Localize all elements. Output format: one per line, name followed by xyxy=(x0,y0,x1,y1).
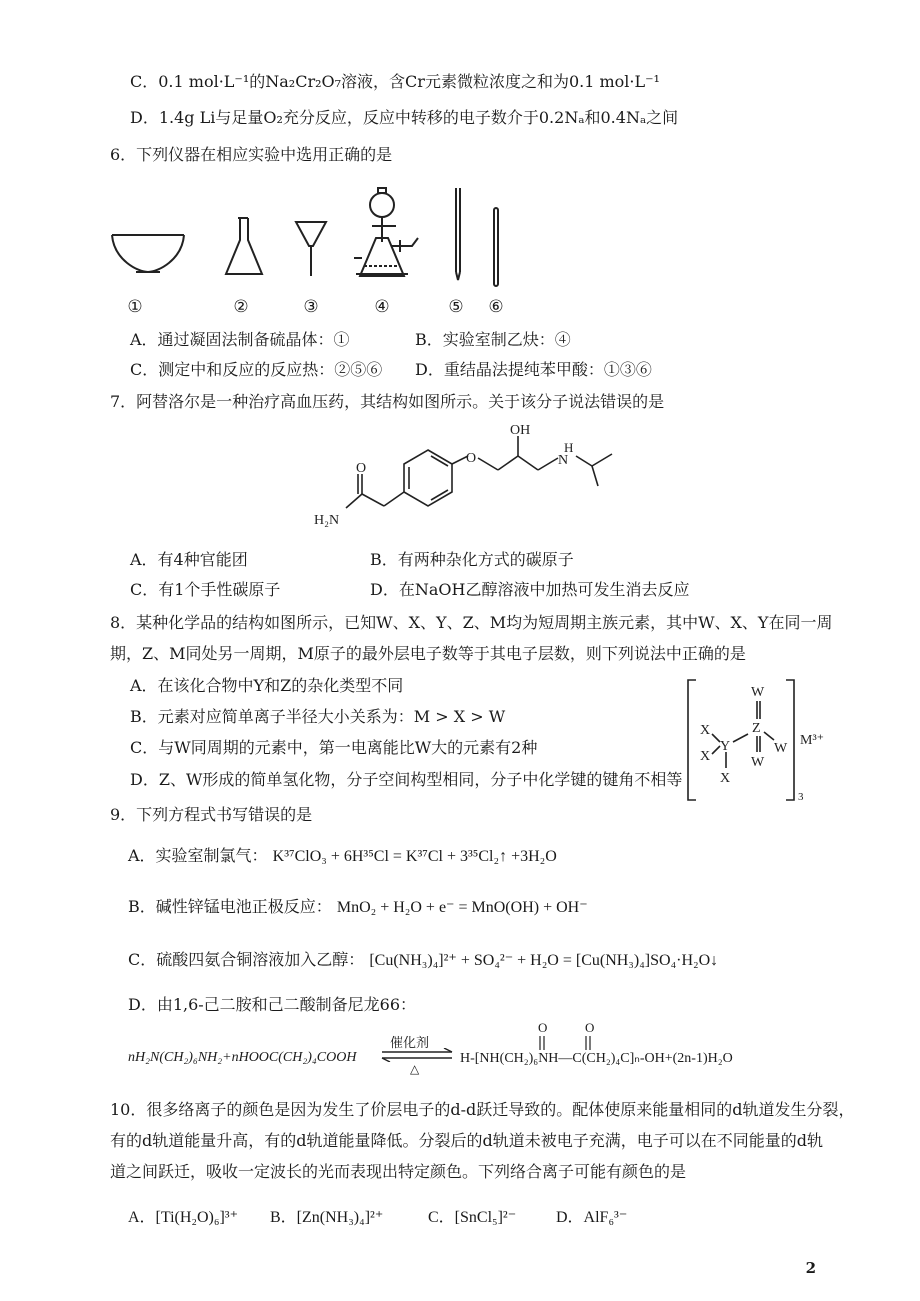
q9-option-b xyxy=(128,897,588,918)
q10-line3: 道之间跃迁，吸收一定波长的光而表现出特定颜色。下列络合离子可能有颜色的是 xyxy=(110,1162,687,1181)
q10-option-c: C．[SnCl₅]²⁻ xyxy=(428,1209,517,1226)
heat-label: △ xyxy=(410,1062,420,1076)
q10-line2: 有的d轨道能量升高，有的d轨道能量降低。分裂后的d轨道未被电子充满，电子可以在不同能量的d轨 xyxy=(110,1131,823,1150)
erlenmeyer-flask-icon xyxy=(226,218,262,274)
q6-option-a: A．通过凝固法制备硫晶体：① xyxy=(130,330,350,349)
page-number: 2 xyxy=(805,1259,816,1277)
nylon-reactants: nH₂N(CH₂)₆NH₂+nHOOC(CH₂)₄COOH xyxy=(128,1050,357,1065)
funnel-icon xyxy=(296,222,326,276)
apparatus-label-2: ② xyxy=(233,297,249,317)
amide-nh2-label: H₂N xyxy=(314,513,340,528)
q6-option-c: C．测定中和反应的反应热：②⑤⑥ xyxy=(130,360,383,379)
q5-option-c: C．0.1 mol·L⁻¹的Na₂Cr₂O₇溶液，含Cr元素微粒浓度之和为0.1 mol·L⁻¹ xyxy=(130,72,660,91)
q6-option-d: D．重结晶法提纯苯甲酸：①③⑥ xyxy=(415,360,652,379)
w-bottom-label: W xyxy=(751,755,765,770)
q9-option-a-equation: K³⁷ClO₃ + 6H³⁵Cl = K³⁷Cl + 3³⁵Cl₂↑ +3H₂O xyxy=(272,848,557,865)
x-bottom-label: X xyxy=(720,771,731,786)
ether-oxygen-label: O xyxy=(466,451,477,466)
q8-compound-structure xyxy=(678,674,848,808)
q7-option-d: D．在NaOH乙醇溶液中加热可发生消去反应 xyxy=(370,580,690,599)
w-right-label: W xyxy=(774,741,788,756)
q9-option-c-equation: [Cu(NH₃)₄]²⁺ + SO₄²⁻ + H₂O = [Cu(NH₃)₄]SO₄·H₂O↓ xyxy=(369,952,719,969)
q7-option-b: B．有两种杂化方式的碳原子 xyxy=(370,550,574,569)
thermometer-icon xyxy=(456,188,460,280)
q9-option-c xyxy=(128,950,718,971)
apparatus-label-6: ⑥ xyxy=(488,297,504,317)
q10-option-d: D．AlF₆³⁻ xyxy=(556,1209,628,1226)
apparatus-label-3: ③ xyxy=(303,297,319,317)
hydroxyl-label: OH xyxy=(510,423,531,438)
w-top-label: W xyxy=(751,685,765,700)
y-label: Y xyxy=(720,739,731,754)
amine-n-label: N xyxy=(558,453,569,468)
nylon-products: H-[NH(CH₂)₆NH—C(CH₂)₄C]ₙ-OH+(2n-1)H₂O xyxy=(460,1051,733,1066)
q7-option-c: C．有1个手性碳原子 xyxy=(130,580,281,599)
q9-option-b-equation: MnO₂ + H₂O + e⁻ = MnO(OH) + OH⁻ xyxy=(336,899,588,916)
q8-option-d: D．Z、W形成的简单氢化物，分子空间构型相同，分子中化学键的键角不相等 xyxy=(130,770,683,789)
amine-h-label: H xyxy=(564,440,574,455)
gas-generator-icon xyxy=(354,188,418,276)
q9-stem: 9．下列方程式书写错误的是 xyxy=(110,805,313,824)
q10-option-a: A．[Ti(H₂O)₆]³⁺ xyxy=(128,1209,239,1226)
q8-option-b: B．元素对应简单离子半径大小关系为：M > X > W xyxy=(130,707,506,726)
carbonyl-o-2: O xyxy=(585,1020,595,1035)
q10-line1: 10．很多络离子的颜色是因为发生了价层电子的d-d跃迁导致的。配体使原来能量相同的d轨道发生分裂， xyxy=(110,1100,855,1119)
q8-option-a: A．在该化合物中Y和Z的杂化类型不同 xyxy=(130,676,404,695)
x-lower-label: X xyxy=(700,749,711,764)
q8-option-c: C．与W同周期的元素中，第一电离能比W大的元素有2种 xyxy=(130,738,538,757)
q9-option-a xyxy=(128,846,557,867)
q6-option-b: B．实验室制乙炔：④ xyxy=(415,330,571,349)
z-label: Z xyxy=(752,721,761,736)
glass-rod-icon xyxy=(494,208,498,286)
q9-option-c-label: C．硫酸四氨合铜溶液加入乙醇： xyxy=(128,950,365,969)
q5-option-d: D．1.4g Li与足量O₂充分反应，反应中转移的电子数介于0.2Nₐ和0.4Nₐ之间 xyxy=(130,108,679,127)
q8-stem-line1: 8．某种化学品的结构如图所示，已知W、X、Y、Z、M均为短周期主族元素，其中W、X、Y在同一周 xyxy=(110,613,833,632)
subscript-3-label: 3 xyxy=(798,791,804,803)
apparatus-label-5: ⑤ xyxy=(448,297,464,317)
m-ion-label: M³⁺ xyxy=(800,733,825,748)
carbonyl-o-1: O xyxy=(538,1020,548,1035)
q9-option-a-label: A．实验室制氯气： xyxy=(128,846,268,865)
evaporating-dish-icon xyxy=(112,235,184,272)
q9-option-b-label: B．碱性锌锰电池正极反应： xyxy=(128,897,332,916)
q9-option-d-equation xyxy=(128,1020,828,1088)
x-upper-label: X xyxy=(700,723,711,738)
q9-option-d-label: D．由1,6-己二胺和己二酸制备尼龙66： xyxy=(128,995,417,1014)
apparatus-label-4: ④ xyxy=(374,297,390,317)
q10-option-b: B．[Zn(NH₃)₄]²⁺ xyxy=(270,1209,384,1226)
q6-apparatus-figure xyxy=(100,180,520,290)
atenolol-structure xyxy=(300,420,630,545)
catalyst-label: 催化剂 xyxy=(390,1035,430,1050)
q7-option-a: A．有4种官能团 xyxy=(130,550,248,569)
apparatus-label-1: ① xyxy=(127,297,143,317)
carbonyl-oxygen-label: O xyxy=(356,461,367,476)
reversible-arrow-icon xyxy=(380,1048,454,1062)
q7-stem: 7．阿替洛尔是一种治疗高血压药，其结构如图所示。关于该分子说法错误的是 xyxy=(110,392,665,411)
q6-stem: 6．下列仪器在相应实验中选用正确的是 xyxy=(110,145,393,164)
q8-stem-line2: 期，Z、M同处另一周期，M原子的最外层电子数等于其电子层数，则下列说法中正确的是 xyxy=(110,644,746,663)
